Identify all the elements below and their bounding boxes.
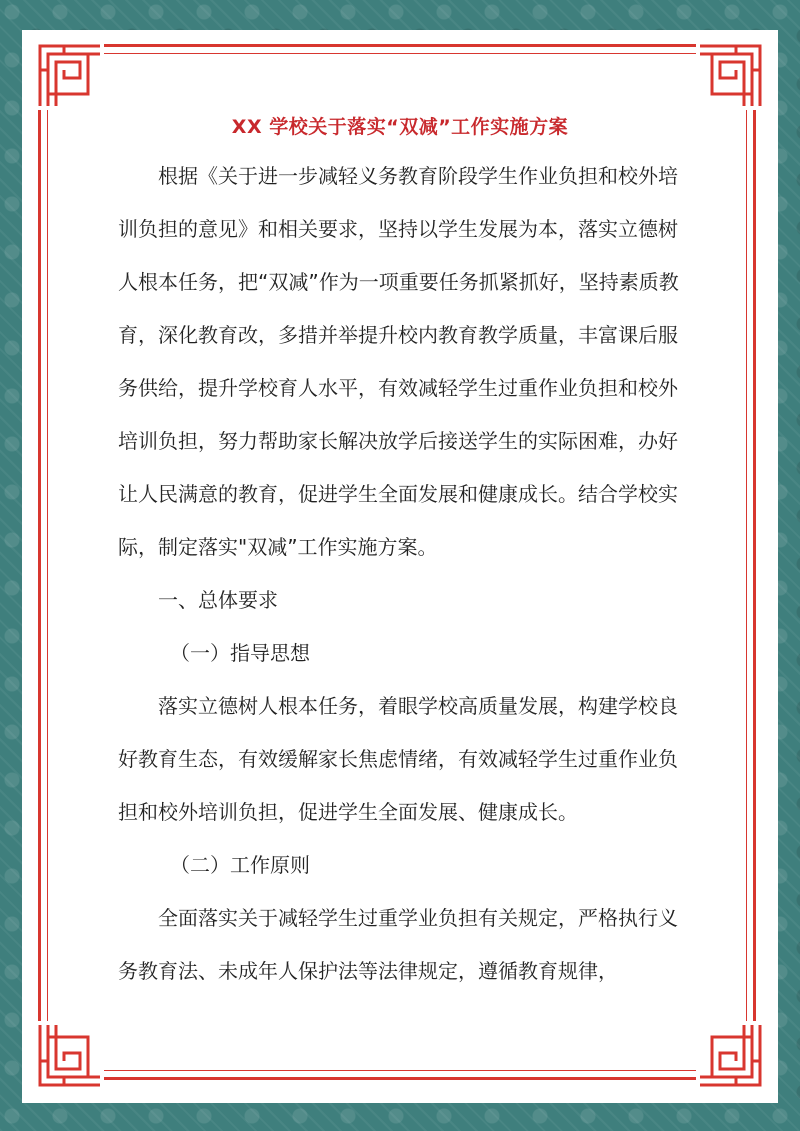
section-heading-overall-requirements: 一、总体要求 [158,588,278,612]
intro-paragraph: 根据《关于进一步减轻义务教育阶段学生作业负担和校外培训负担的意见》和相关要求，坚持以学生发展为本，落实立德树人根本任务，把“双减”作为一项重要任务抓紧抓好，坚持素质教育，深化教育改，多措并举提升校内教育教学质量，丰富课后服务供给，提升学校育人水平，有效减轻学生过重作业负担和校外培训负担，努力帮助家长解决放学后接送学生的实际困难，办好让人民满意的教育，促进学生全面发展和健康成长。结合学校实际，制定落实"双减”工作实施方案。 [118,164,679,559]
subsection-heading-work-principles: （二）工作原则 [170,853,310,877]
corner-ornament-top-right [696,42,764,110]
subsection-heading-guiding-thought: （一）指导思想 [170,641,310,665]
work-principles-paragraph: 全面落实关于减轻学生过重学业负担有关规定，严格执行义务教育法、未成年人保护法等法律规定，遵循教育规律， [118,906,678,983]
corner-ornament-top-left [36,42,104,110]
guiding-thought-paragraph: 落实立德树人根本任务，着眼学校高质量发展，构建学校良好教育生态，有效缓解家长焦虑情绪，有效减轻学生过重作业负担和校外培训负担，促进学生全面发展、健康成长。 [118,694,678,824]
corner-ornament-bottom-right [696,1021,764,1089]
document-title: XX 学校关于落实“双减”工作实施方案 [231,116,569,138]
document-body [118,150,690,998]
corner-ornament-bottom-left [36,1021,104,1089]
